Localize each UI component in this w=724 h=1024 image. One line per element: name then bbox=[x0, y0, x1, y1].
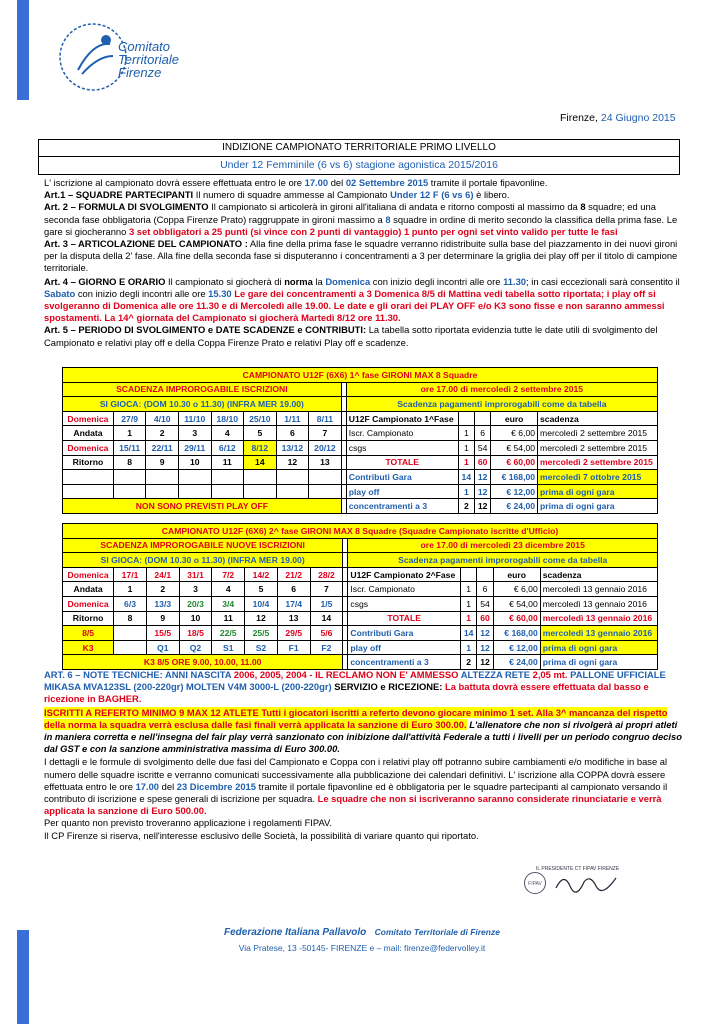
org-line-3: Firenze bbox=[118, 65, 162, 80]
schedule-cell: 22/11 bbox=[146, 440, 179, 455]
fee-cell: csgs bbox=[346, 440, 458, 455]
document-date: 24 Giugno 2015 bbox=[600, 112, 676, 124]
schedule-cell: 24/1 bbox=[146, 567, 179, 582]
fee-cell bbox=[460, 567, 476, 582]
schedule-row bbox=[63, 426, 658, 441]
schedule-cell: 11 bbox=[211, 455, 244, 470]
fee-cell: 1 bbox=[460, 582, 476, 597]
schedule-cell: 13 bbox=[277, 611, 310, 626]
schedule-cell: Ritorno bbox=[63, 611, 114, 626]
fee-cell: mercoledì 13 gennaio 2016 bbox=[540, 626, 657, 641]
footer-org: Federazione Italiana Pallavolo bbox=[224, 927, 367, 938]
schedule-cell: 17/4 bbox=[277, 596, 310, 611]
closing-fipav: Per quanto non previsto troveranno applicazione i regolamenti FIPAV. bbox=[44, 817, 333, 829]
footer-committee: Comitato Territoriale di Firenze bbox=[374, 927, 500, 937]
notes-text bbox=[44, 669, 684, 842]
schedule-cell: 22/5 bbox=[212, 626, 245, 641]
fee-cell: 12 bbox=[477, 640, 493, 655]
schedule-cell bbox=[113, 470, 146, 485]
fee-cell: € 54,00 bbox=[493, 596, 540, 611]
fee-cell: € 6,00 bbox=[491, 426, 538, 441]
art-4: Art. 4 – GIORNO E ORARIO Il campionato si giocherà di norma la Domenica con inizio degli incontri alle ore 11.30; in casi eccezionali sarà consentito il Sabato con inizio degli incontri alle ore 15.30 Le gare dei concentramenti a 3 Domenica 8/5 di Mattina vedi tabella sotto riportata; i play off si svolgeranno di Domenica alle ore 11.30 e di Mercoledì alle 19.00. Le date e gli orari dei PLAY OFF e/o K3 sono fisse e non saranno ammessi spostamenti. La 14^ giornata del Campionato si giocherà Martedì 8/12 ore 11.30. bbox=[44, 275, 680, 324]
t1-plays: SI GIOCA: (DOM 10.30 o 11.30) (INFRA MER 19.00) bbox=[63, 397, 342, 412]
schedule-cell: Domenica bbox=[63, 596, 114, 611]
fee-cell: 54 bbox=[477, 596, 493, 611]
page-footer bbox=[0, 926, 724, 955]
schedule-cell: Q1 bbox=[146, 640, 179, 655]
fee-cell bbox=[458, 411, 474, 426]
fee-cell: 14 bbox=[460, 626, 476, 641]
fee-cell bbox=[477, 567, 493, 582]
schedule-cell: 20/3 bbox=[179, 596, 212, 611]
schedule-cell: F2 bbox=[310, 640, 343, 655]
schedule-cell: Andata bbox=[63, 582, 114, 597]
fee-cell: prima di ogni gara bbox=[538, 484, 658, 499]
art-2: Art. 2 – FORMULA DI SVOLGIMENTO Il campionato si articolerà in gironi all'italiana di andata e ritorno composti al massimo da 8 squadre; ed una seconda fase obbligatoria (Coppa Firenze Prato) raggruppate in gironi massimo a 8 squadre in ordine di merito secondo la classifica della prima fase. Le gare si giocheranno 3 set obbligatori a 25 punti (si vince con 2 punti di vantaggio) 1 punto per ogni set vinto valido per tutte le fasi bbox=[44, 201, 678, 237]
schedule-row bbox=[63, 626, 658, 641]
fee-cell: 12 bbox=[474, 484, 490, 499]
fee-cell: TOTALE bbox=[346, 455, 458, 470]
fee-cell: csgs bbox=[348, 596, 461, 611]
art-3: Art. 3 – ARTICOLAZIONE DEL CAMPIONATO : Alla fine della prima fase le squadre verranno ridistribuite sulla base del piazzamento in dei nuovi gironi per la disputa della 2' fase. Alla fine della seconda fase si disputeranno i concentramenti a 3 per determinare la griglia dei play off per il titolo di campione territoriale. bbox=[44, 238, 678, 274]
schedule-cell: 5/6 bbox=[310, 626, 343, 641]
schedule-cell: 21/2 bbox=[277, 567, 310, 582]
closing-text: I dettagli e le formule di svolgimento delle due fasi del Campionato e Coppa con i relativi play off potranno subire cambiamenti e/o modifiche in base al numero delle squadre iscritte e verranno comunicati successivamente alla pubblicazione dei calendari definitivi. L' iscrizione alla COPPA dovrà essere effettuata entro le ore 17.00 del 23 Dicembre 2015 tramite il portale fipavonline ed è obbligatoria per le squadre partecipanti al campionato versando il contributo di iscrizione e spese generali di iscrizione per squadra. Le squadre che non si iscriveranno saranno considerate rinunciatarie e verrà applicata la sanzione di Euro 500.00. bbox=[44, 756, 668, 817]
schedule-cell: 8/11 bbox=[309, 411, 342, 426]
schedule-cell: 6/3 bbox=[114, 596, 147, 611]
schedule-row bbox=[63, 596, 658, 611]
schedule-cell: 28/2 bbox=[310, 567, 343, 582]
schedule-cell: 1 bbox=[113, 426, 146, 441]
doc-subtitle: Under 12 Femminile (6 vs 6) stagione agonistica 2015/2016 bbox=[220, 159, 498, 171]
schedule-cell: 6 bbox=[277, 582, 310, 597]
schedule-cell bbox=[146, 484, 179, 499]
schedule-cell: 11/10 bbox=[178, 411, 211, 426]
schedule-cell: 27/9 bbox=[113, 411, 146, 426]
fee-cell: 1 bbox=[460, 596, 476, 611]
schedule-cell: 12 bbox=[245, 611, 278, 626]
schedule-cell: 5 bbox=[244, 426, 277, 441]
schedule-cell: K3 bbox=[63, 640, 114, 655]
fee-cell: € 54,00 bbox=[491, 440, 538, 455]
schedule-cell: Andata bbox=[63, 426, 114, 441]
schedule-cell: 4 bbox=[212, 582, 245, 597]
signature-stamp: IL PRESIDENTE CT FIPAV FIRENZE FIPAV bbox=[520, 858, 630, 902]
schedule-cell: Ritorno bbox=[63, 455, 114, 470]
schedule-cell: 3 bbox=[178, 426, 211, 441]
schedule-cell: 13/12 bbox=[276, 440, 309, 455]
dateline: Firenze, 24 Giugno 2015 bbox=[560, 112, 676, 124]
fee-cell: 60 bbox=[477, 611, 493, 626]
schedule-row bbox=[63, 567, 658, 582]
body-text bbox=[44, 177, 684, 349]
intro: L' iscrizione al campionato dovrà essere effettuata entro le ore 17.00 del 02 Settembre 2015 tramite il portale fipavonline. bbox=[44, 177, 548, 188]
fee-cell: 1 bbox=[460, 611, 476, 626]
fee-cell: Contributi Gara bbox=[346, 470, 458, 485]
fee-cell: Iscr. Campionato bbox=[348, 582, 461, 597]
schedule-cell bbox=[211, 470, 244, 485]
fee-cell: Iscr. Campionato bbox=[346, 426, 458, 441]
schedule-cell: Domenica bbox=[63, 440, 114, 455]
referto-rule: ISCRITTI A REFERTO MINIMO 9 MAX 12 ATLETE Tutti i giocatori iscritti a referto devono giocare minimo 1 set. Alla 3^ mancanza del rispetto della norma la squadra verrà esclusa dalle fasi finali verrà applicata la sanzione di Euro 300.00. L'allenatore che non si rivolgerà ai propri atleti in maniera corretta e nell'insegna del fair play verrà sanzionato con inibizione dall'attività Federale a tutti i livelli per un periodo congruo deciso dal GST e con la sanzione amministrativa massima di Euro 300.00. bbox=[44, 706, 682, 755]
schedule-cell: 25/10 bbox=[244, 411, 277, 426]
schedule-cell: 1/5 bbox=[310, 596, 343, 611]
schedule-cell: Domenica bbox=[63, 411, 114, 426]
schedule-cell: 14/2 bbox=[245, 567, 278, 582]
schedule-cell bbox=[276, 484, 309, 499]
closing-cp: Il CP Firenze si riserva, nell'interesse esclusivo delle Società, la possibilità di variare quanto qui riportato. bbox=[44, 829, 479, 841]
schedule-cell: 20/12 bbox=[309, 440, 342, 455]
schedule-cell: 29/11 bbox=[178, 440, 211, 455]
fee-cell: 6 bbox=[477, 582, 493, 597]
schedule-cell: 9 bbox=[146, 611, 179, 626]
schedule-cell: 13 bbox=[309, 455, 342, 470]
schedule-cell: 7 bbox=[309, 426, 342, 441]
fee-cell: 1 bbox=[458, 440, 474, 455]
schedule-cell: 10 bbox=[179, 611, 212, 626]
org-line-2: Territoriale bbox=[118, 52, 179, 67]
schedule-cell: 13/3 bbox=[146, 596, 179, 611]
title-box bbox=[38, 139, 680, 175]
fee-cell: 12 bbox=[474, 470, 490, 485]
doc-title: INDIZIONE CAMPIONATO TERRITORIALE PRIMO LIVELLO bbox=[39, 140, 679, 157]
t2-title: CAMPIONATO U12F (6X6) 2^ fase GIRONI MAX 8 Squadre (Squadre Campionato iscritte d'Ufficio) bbox=[63, 524, 658, 539]
fee-cell: U12F Campionato 1^Fase bbox=[346, 411, 458, 426]
top-left-bar bbox=[17, 0, 29, 100]
schedule-cell bbox=[146, 470, 179, 485]
fee-cell: 12 bbox=[477, 626, 493, 641]
fee-cell: € 60,00 bbox=[491, 455, 538, 470]
schedule-cell: 17/1 bbox=[114, 567, 147, 582]
schedule-row bbox=[63, 611, 658, 626]
schedule-row bbox=[63, 411, 658, 426]
schedule-cell: 9 bbox=[146, 455, 179, 470]
fee-cell: 1 bbox=[460, 640, 476, 655]
schedule-cell bbox=[309, 470, 342, 485]
schedule-cell: 14 bbox=[244, 455, 277, 470]
schedule-cell bbox=[114, 626, 147, 641]
schedule-cell: 1 bbox=[114, 582, 147, 597]
schedule-cell: 2 bbox=[146, 426, 179, 441]
schedule-cell: 8 bbox=[114, 611, 147, 626]
schedule-cell: 10 bbox=[178, 455, 211, 470]
art-6: ART. 6 – NOTE TECNICHE: ANNI NASCITA 2006, 2005, 2004 - IL RECLAMO NON E' AMMESSO ALTEZZA RETE 2,05 mt. PALLONE UFFICIALE MIKASA MVA123SL (200-220gr) MOLTEN V4M 3000-L (200-220gr) SERVIZIO e RICEZIONE: La battuta dovrà essere effettuata dal basso e ricezione in BAGHER. bbox=[44, 669, 666, 705]
fee-cell: € 12,00 bbox=[491, 484, 538, 499]
t2-deadline-value: ore 17.00 di mercoledì 23 dicembre 2015 bbox=[348, 538, 658, 553]
schedule-cell: 7 bbox=[310, 582, 343, 597]
fee-cell: mercoledì 13 gennaio 2016 bbox=[540, 582, 657, 597]
schedule-cell bbox=[63, 484, 114, 499]
schedule-cell: 6 bbox=[276, 426, 309, 441]
schedule-cell: 8/5 bbox=[63, 626, 114, 641]
schedule-cell: 15/5 bbox=[146, 626, 179, 641]
fee-cell: 60 bbox=[474, 455, 490, 470]
fee-cell: euro bbox=[491, 411, 538, 426]
schedule-cell: 18/10 bbox=[211, 411, 244, 426]
fee-cell: mercoledì 2 settembre 2015 bbox=[538, 455, 658, 470]
fee-cell: play off bbox=[346, 484, 458, 499]
art-5: Art. 5 – PERIODO DI SVOLGIMENTO e DATE SCADENZE e CONTRIBUTI: La tabella sotto riportata evidenzia tutte le date utili di svolgimento del Campionato e relativi play off e della Coppa Firenze Prato e relativi Play off e scadenze. bbox=[44, 324, 658, 348]
schedule-row bbox=[63, 582, 658, 597]
schedule-cell bbox=[309, 484, 342, 499]
schedule-cell: 1/11 bbox=[276, 411, 309, 426]
schedule-cell: 4 bbox=[211, 426, 244, 441]
fipav-stamp: FIPAV bbox=[524, 872, 546, 894]
fee-cell: play off bbox=[348, 640, 461, 655]
schedule-cell: 4/10 bbox=[146, 411, 179, 426]
fee-cell: 1 bbox=[458, 455, 474, 470]
fee-cell: 54 bbox=[474, 440, 490, 455]
fee-cell: euro bbox=[493, 567, 540, 582]
t1-footer: NON SONO PREVISTI PLAY OFF bbox=[63, 499, 342, 514]
schedule-cell: S1 bbox=[212, 640, 245, 655]
footer-address: Via Pratese, 13 -50145- FIRENZE e – mail: firenze@federvolley.it bbox=[238, 943, 486, 953]
schedule-cell bbox=[178, 470, 211, 485]
schedule-cell: 25/5 bbox=[245, 626, 278, 641]
schedule-cell: 5 bbox=[245, 582, 278, 597]
schedule-cell: 8/12 bbox=[244, 440, 277, 455]
t2-footer: K3 8/5 ORE 9.00, 10.00, 11.00 bbox=[63, 655, 343, 670]
schedule-cell: Q2 bbox=[179, 640, 212, 655]
t1-deadline-value: ore 17.00 di mercoledì 2 settembre 2015 bbox=[346, 382, 657, 397]
fee-cell: Contributi Gara bbox=[348, 626, 461, 641]
schedule-cell: Domenica bbox=[63, 567, 114, 582]
table-phase1: CAMPIONATO U12F (6X6) 1^ fase GIRONI MAX 8 Squadre SCADENZA IMPROROGABILE ISCRIZIONI ore 17.00 di mercoledì 2 settembre 2015 SI GIOCA: (DOM 10.30 o 11.30) (INFRA MER 19.00) Scadenza pagamenti improrogabili come da tabella Domenica 27/9 4/10 11/10 18/10 25/10 1/11 8/11 U12F Campionato 1^Fase euro scadenza Andata 1 2 3 4 5 6 7 Iscr. Campionato 1 6 € 6,00 mercoledì 2 settembre 2015 Domenica 15/11 22/11 29/11 6/12 8/12 13/12 20/12 csgs 1 54 € 54,00 mercoledì 2 settembre 2015 Ritorno 8 9 10 11 14 12 13 TOTALE 1 60 € 60,00 mercoledì 2 settembre 2015 Contributi Gara 14 12 € 168,00 mercoledì 7 ottobre 2015 play off 1 12 € 12,00 prima di ogni gara NON SONO PREVISTI PLAY OFF concentramenti a 3 2 12 € 24,00 prima di ogni gara bbox=[62, 367, 658, 514]
fee-cell: € 60,00 bbox=[493, 611, 540, 626]
schedule-cell bbox=[178, 484, 211, 499]
fee-cell: mercoledì 13 gennaio 2016 bbox=[540, 611, 657, 626]
fee-cell: prima di ogni gara bbox=[540, 640, 657, 655]
fee-cell: € 12,00 bbox=[493, 640, 540, 655]
fee-cell: mercoledì 2 settembre 2015 bbox=[538, 426, 658, 441]
fee-cell bbox=[474, 411, 490, 426]
table-phase2: CAMPIONATO U12F (6X6) 2^ fase GIRONI MAX 8 Squadre (Squadre Campionato iscritte d'Ufficio) SCADENZA IMPROROGABILE NUOVE ISCRIZIONI ore 17.00 di mercoledì 23 dicembre 2015 SI GIOCA: (DOM 10.30 o 11.30) (INFRA MER 19.00) Scadenza pagamenti improrogabili come da tabella Domenica 17/1 24/1 31/1 7/2 14/2 21/2 28/2 U12F Campionato 2^Fase euro scadenza Andata 1 2 3 4 5 6 7 Iscr. Campionato 1 6 € 6,00 mercoledì 13 gennaio 2016 Domenica 6/3 13/3 20/3 3/4 10/4 17/4 1/5 csgs 1 54 € 54,00 mercoledì 13 gennaio 2016 Ritorno 8 9 10 11 12 13 14 TOTALE 1 60 € 60,00 mercoledì 13 gennaio 2016 8/5 15/5 18/5 22/5 25/5 29/5 5/6 Contributi Gara 14 12 € 168,00 mercoledì 13 gennaio 2016 K3 Q1 Q2 S1 S2 F1 F2 play off 1 12 € 12,00 prima di ogni gara K3 8/5 ORE 9.00, 10.00, 11.00 concentramenti a 3 2 12 € 24,00 prima di ogni gara bbox=[62, 523, 658, 670]
fee-cell: mercoledì 7 ottobre 2015 bbox=[538, 470, 658, 485]
schedule-cell bbox=[244, 470, 277, 485]
fee-cell: € 168,00 bbox=[493, 626, 540, 641]
t2-deadline-label: SCADENZA IMPROROGABILE NUOVE ISCRIZIONI bbox=[63, 538, 343, 553]
fee-cell: mercoledì 13 gennaio 2016 bbox=[540, 596, 657, 611]
schedule-cell bbox=[276, 470, 309, 485]
fee-cell: 6 bbox=[474, 426, 490, 441]
schedule-cell: 7/2 bbox=[212, 567, 245, 582]
t1-title: CAMPIONATO U12F (6X6) 1^ fase GIRONI MAX 8 Squadre bbox=[63, 368, 658, 383]
schedule-cell bbox=[211, 484, 244, 499]
schedule-cell: 29/5 bbox=[277, 626, 310, 641]
fee-cell: 1 bbox=[458, 426, 474, 441]
org-line-1: Comitato bbox=[118, 39, 171, 54]
schedule-cell: 3/4 bbox=[212, 596, 245, 611]
schedule-cell: 12 bbox=[276, 455, 309, 470]
schedule-cell bbox=[63, 470, 114, 485]
t1-payments: Scadenza pagamenti improrogabili come da tabella bbox=[346, 397, 657, 412]
t2-plays: SI GIOCA: (DOM 10.30 o 11.30) (INFRA MER 19.00) bbox=[63, 553, 343, 568]
schedule-cell: 2 bbox=[146, 582, 179, 597]
schedule-row bbox=[63, 484, 658, 499]
art-1: Art.1 – SQUADRE PARTECIPANTI Il numero di squadre ammesse al Campionato Under 12 F (6 vs 6) è libero. bbox=[44, 189, 510, 201]
schedule-cell bbox=[113, 484, 146, 499]
schedule-cell: 6/12 bbox=[211, 440, 244, 455]
fee-cell: € 168,00 bbox=[491, 470, 538, 485]
schedule-cell: 15/11 bbox=[113, 440, 146, 455]
schedule-row bbox=[63, 440, 658, 455]
schedule-cell bbox=[244, 484, 277, 499]
t1-fee-label: concentramenti a 3 bbox=[346, 499, 458, 514]
schedule-cell: 8 bbox=[113, 455, 146, 470]
schedule-cell: F1 bbox=[277, 640, 310, 655]
schedule-cell: 14 bbox=[310, 611, 343, 626]
schedule-cell: S2 bbox=[245, 640, 278, 655]
schedule-cell: 10/4 bbox=[245, 596, 278, 611]
t1-deadline-label: SCADENZA IMPROROGABILE ISCRIZIONI bbox=[63, 382, 342, 397]
fee-cell: scadenza bbox=[540, 567, 657, 582]
schedule-row bbox=[63, 640, 658, 655]
fee-cell: 1 bbox=[458, 484, 474, 499]
fee-cell: mercoledì 2 settembre 2015 bbox=[538, 440, 658, 455]
schedule-cell: 3 bbox=[179, 582, 212, 597]
fee-cell: U12F Campionato 2^Fase bbox=[348, 567, 461, 582]
schedule-cell: 18/5 bbox=[179, 626, 212, 641]
schedule-cell: 11 bbox=[212, 611, 245, 626]
fee-cell: € 6,00 bbox=[493, 582, 540, 597]
schedule-cell bbox=[114, 640, 147, 655]
fee-cell: TOTALE bbox=[348, 611, 461, 626]
t2-payments: Scadenza pagamenti improrogabili come da tabella bbox=[348, 553, 658, 568]
schedule-row bbox=[63, 470, 658, 485]
schedule-row bbox=[63, 455, 658, 470]
fee-cell: scadenza bbox=[538, 411, 658, 426]
fee-cell: 14 bbox=[458, 470, 474, 485]
schedule-cell: 31/1 bbox=[179, 567, 212, 582]
